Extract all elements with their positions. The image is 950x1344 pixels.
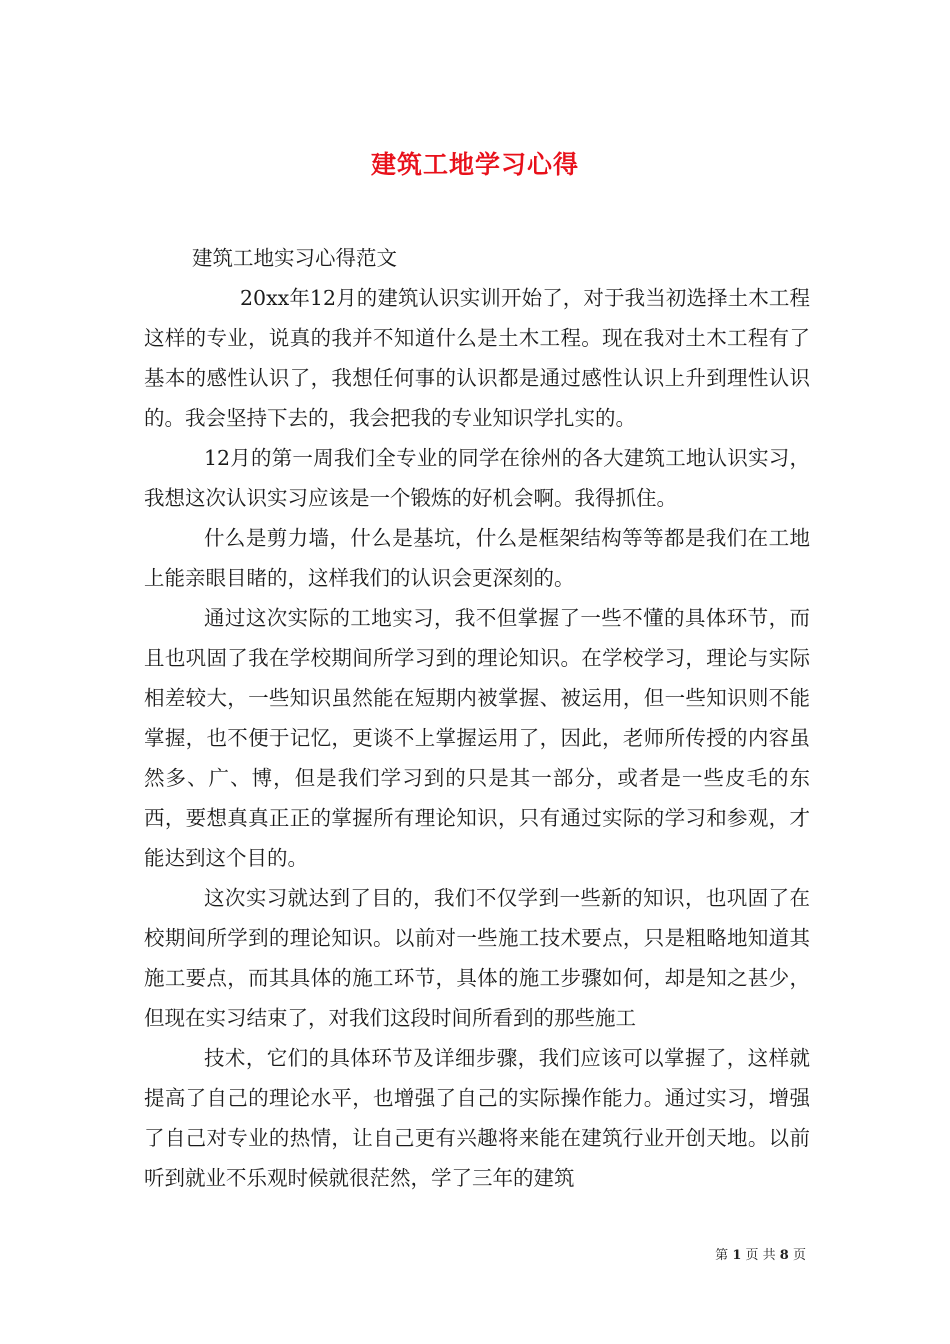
document-title: 建筑工地学习心得 bbox=[370, 149, 579, 179]
page-footer bbox=[0, 1247, 806, 1265]
page-prefix: 第 bbox=[715, 1248, 729, 1263]
paragraph: 12月的第一周我们全专业的同学在徐州的各大建筑工地认识实习，我想这次认识实习应该是一个锻炼的好机会啊。我得抓住。 bbox=[144, 446, 810, 510]
page-mid: 页 共 bbox=[745, 1248, 776, 1263]
current-page-number: 1 bbox=[732, 1248, 742, 1263]
document-subtitle: 建筑工地实习心得范文 bbox=[192, 246, 397, 270]
paragraph: 20xx年12月的建筑认识实训开始了，对于我当初选择土木工程这样的专业，说真的我并不知道什么是土木工程。现在我对土木工程有了基本的感性认识了，我想任何事的认识都是通过感性认识上升到理性认识的。我会坚持下去的，我会把我的专业知识学扎实的。 bbox=[144, 286, 810, 430]
paragraph: 什么是剪力墙，什么是基坑，什么是框架结构等等都是我们在工地上能亲眼目睹的，这样我们的认识会更深刻的。 bbox=[144, 526, 810, 590]
paragraph: 技术，它们的具体环节及详细步骤，我们应该可以掌握了，这样就提高了自己的理论水平，也增强了自己的实际操作能力。通过实习，增强了自己对专业的热情，让自己更有兴趣将来能在建筑行业开创天地。以前听到就业不乐观时候就很茫然，学了三年的建筑 bbox=[144, 1046, 810, 1190]
document-body bbox=[144, 238, 810, 1198]
paragraph: 通过这次实际的工地实习，我不但掌握了一些不懂的具体环节，而且也巩固了我在学校期间所学习到的理论知识。在学校学习，理论与实际相差较大，一些知识虽然能在短期内被掌握、被运用，但一些知识则不能掌握，也不便于记忆，更谈不上掌握运用了，因此，老师所传授的内容虽然多、广、博，但是我们学习到的只是其一部分，或者是一些皮毛的东西，要想真真正正的掌握所有理论知识，只有通过实际的学习和参观，才能达到这个目的。 bbox=[144, 606, 810, 870]
page-suffix: 页 bbox=[792, 1248, 806, 1263]
total-pages-number: 8 bbox=[779, 1248, 789, 1263]
paragraph: 这次实习就达到了目的，我们不仅学到一些新的知识，也巩固了在校期间所学到的理论知识。以前对一些施工技术要点，只是粗略地知道其施工要点，而其具体的施工环节，具体的施工步骤如何，却是知之甚少，但现在实习结束了，对我们这段时间所看到的那些施工 bbox=[144, 886, 810, 1030]
